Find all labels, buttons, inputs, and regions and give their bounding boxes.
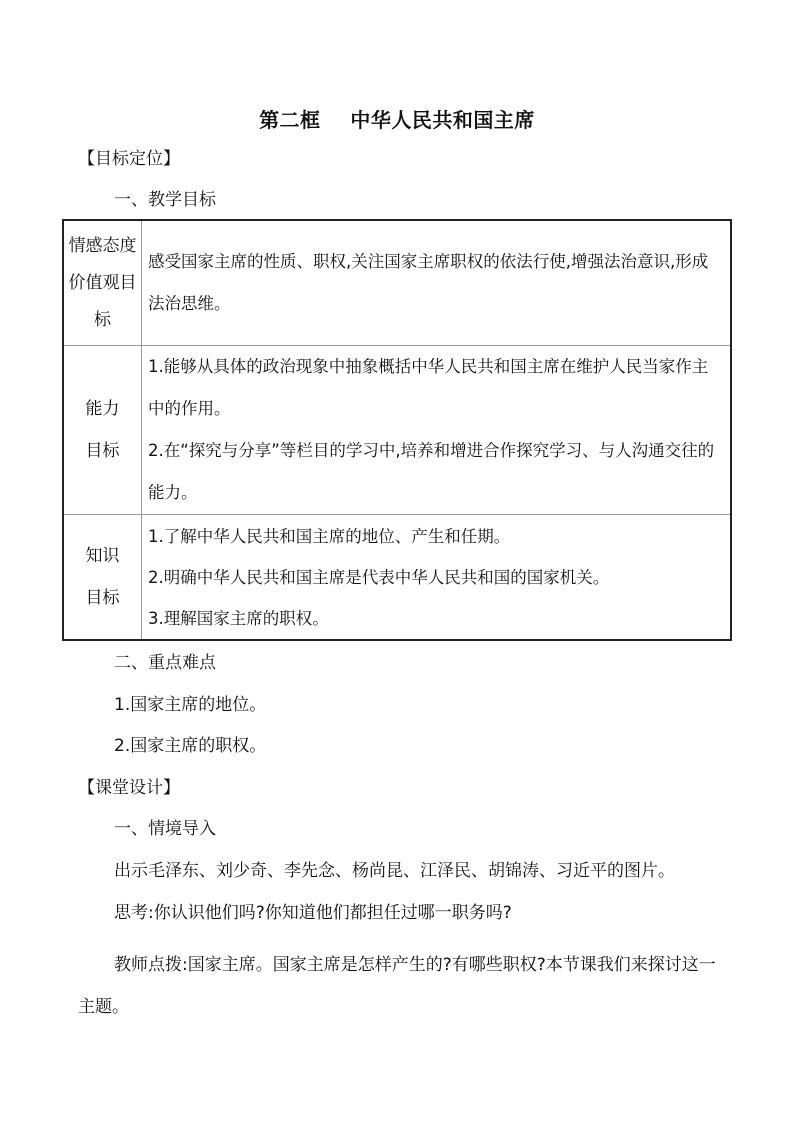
- goal-text: 1.能够从具体的政治现象中抽象概括中华人民共和国主席在维护人民当家作主中的作用。: [148, 357, 709, 418]
- intro-paragraph: 教师点拨:国家主席。国家主席是怎样产生的?有哪些职权?本节课我们来探讨这一主题。: [78, 955, 716, 1017]
- goal-label: 知识目标: [64, 515, 142, 640]
- goal-text: 感受国家主席的性质、职权,关注国家主席职权的依法行使,增强法治意识,形成法治思维。: [148, 252, 709, 313]
- intro-heading: 一、情境导入: [114, 819, 216, 839]
- goal-label: 能力目标: [64, 346, 142, 515]
- goal-text: 2.在“探究与分享”等栏目的学习中,培养和增进合作探究学习、与人沟通交往的能力。: [148, 441, 715, 502]
- goal-content: [142, 346, 731, 515]
- goal-text: 2.明确中华人民共和国主席是代表中华人民共和国的国家机关。: [148, 567, 610, 587]
- table-row: [64, 346, 731, 515]
- key-point-item: 2.国家主席的职权。: [114, 736, 267, 756]
- key-point-item: 1.国家主席的地位。: [114, 695, 267, 715]
- page-title: 第二框 中华人民共和国主席: [259, 108, 535, 132]
- intro-paragraph: 出示毛泽东、刘少奇、李先念、杨尚昆、江泽民、胡锦涛、习近平的图片。: [114, 861, 675, 881]
- table-row: [64, 515, 731, 640]
- goal-text: 1.了解中华人民共和国主席的地位、产生和任期。: [148, 526, 511, 546]
- key-points-heading: 二、重点难点: [114, 653, 216, 673]
- teaching-goals-heading: 一、教学目标: [114, 190, 216, 210]
- goal-text: 3.理解国家主席的职权。: [148, 608, 329, 628]
- goal-content: [142, 221, 731, 346]
- table-row: [64, 221, 731, 346]
- goal-label: 情感态度价值观目标: [64, 221, 142, 346]
- goals-table: [63, 220, 731, 640]
- intro-paragraph: 思考:你认识他们吗?你知道他们都担任过哪一职务吗?: [114, 903, 512, 923]
- goal-content: [142, 515, 731, 640]
- section-goals-heading: 【目标定位】: [78, 149, 180, 169]
- section-design-heading: 【课堂设计】: [78, 778, 180, 798]
